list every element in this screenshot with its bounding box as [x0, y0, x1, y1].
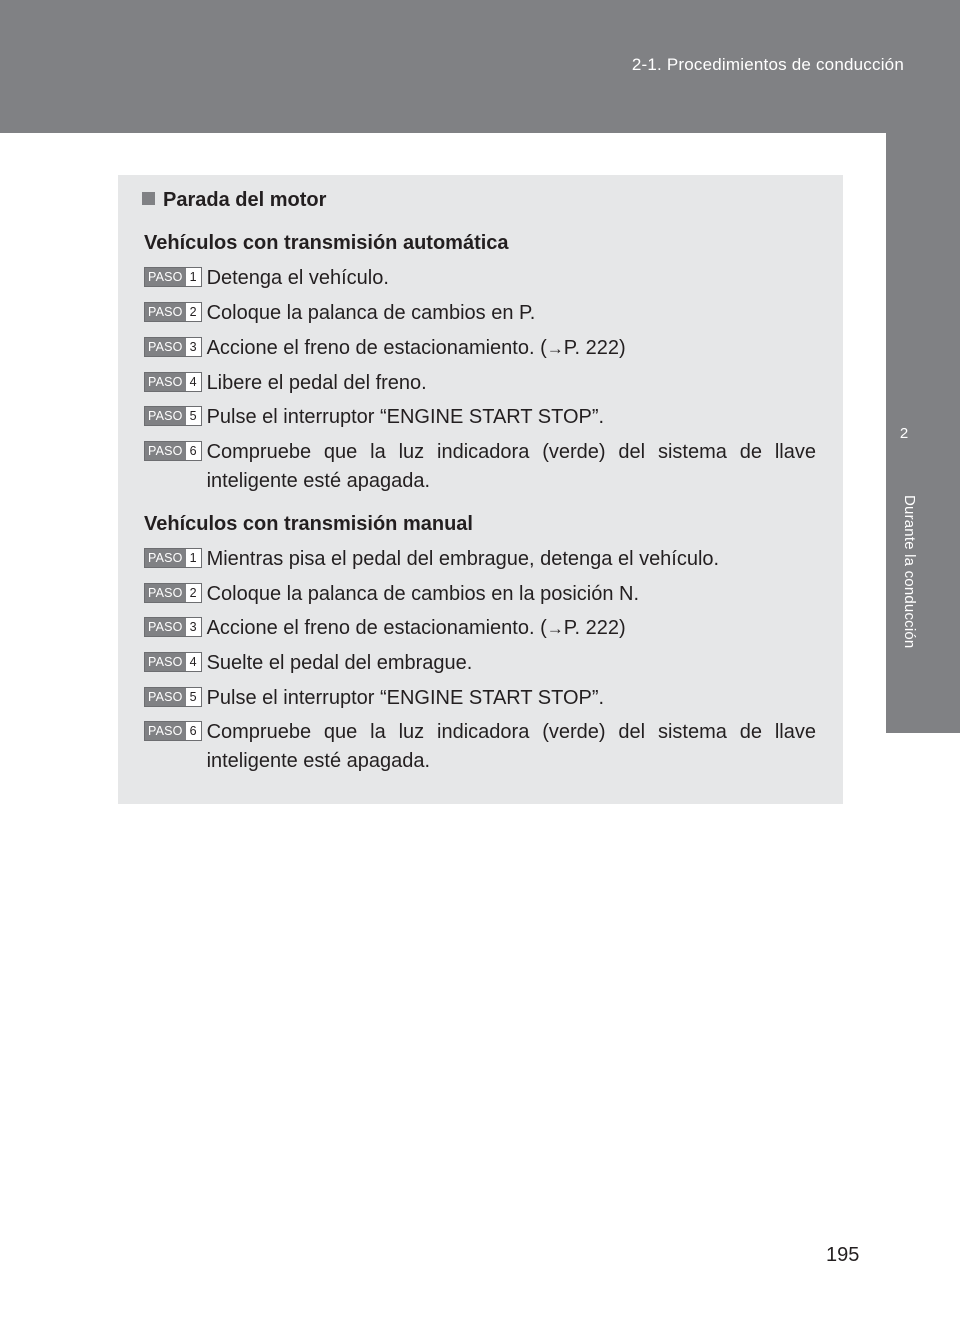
step-badge-number: 2: [189, 586, 197, 600]
step-text-before: Accione el freno de estacionamiento. (: [206, 337, 547, 359]
step-badge-word: PASO: [145, 549, 186, 567]
step-item: [144, 684, 816, 713]
step-text: Libere el pedal del freno.: [206, 372, 427, 394]
step-badge-number: 6: [189, 444, 197, 458]
info-box: [118, 175, 843, 804]
step-badge-number: 5: [189, 690, 197, 704]
step-item: [144, 264, 816, 293]
step-text: [207, 334, 816, 363]
step-badge-number: 1: [189, 270, 197, 284]
step-badge: [144, 721, 202, 741]
page-reference-link[interactable]: P. 222): [563, 337, 626, 359]
arrow-right-icon: →: [546, 339, 564, 358]
step-badge: [144, 302, 202, 322]
step-badge-word: PASO: [145, 303, 186, 321]
step-text: Pulse el interruptor “ENGINE START STOP”.: [206, 406, 605, 428]
step-badge: [144, 406, 202, 426]
step-text: Mientras pisa el pedal del embrague, detenga el vehículo.: [206, 548, 720, 570]
step-badge-word: PASO: [145, 688, 186, 706]
step-item: [144, 369, 816, 398]
box-heading-text: Parada del motor: [163, 189, 327, 211]
step-text: Detenga el vehículo.: [206, 267, 389, 289]
box-heading: [142, 189, 326, 212]
header-band: [0, 0, 960, 133]
step-text: Compruebe que la luz indicadora (verde) del sistema de llave inteligente esté apagada.: [206, 441, 816, 492]
chapter-label: Durante la conducción: [901, 495, 918, 649]
group-title-manual: Vehículos con transmisión manual: [144, 513, 473, 535]
step-badge: [144, 337, 202, 357]
step-item: [144, 403, 816, 432]
chapter-tab: [886, 133, 960, 733]
step-item: [144, 545, 816, 574]
step-badge-word: PASO: [145, 338, 186, 356]
chapter-number: 2: [899, 425, 909, 442]
step-badge-number: 3: [189, 620, 197, 634]
step-badge: [144, 617, 202, 637]
step-badge: [144, 372, 202, 392]
page-number: 195: [826, 1244, 860, 1266]
step-badge-number: 2: [189, 305, 197, 319]
step-item: [144, 334, 816, 363]
step-badge-word: PASO: [145, 584, 186, 602]
step-badge-word: PASO: [145, 653, 186, 671]
step-badge-number: 1: [189, 551, 197, 565]
step-badge: [144, 441, 202, 461]
arrow-right-icon: →: [546, 619, 564, 638]
step-badge-number: 5: [189, 409, 197, 423]
step-text: Compruebe que la luz indicadora (verde) del sistema de llave inteligente esté apagada.: [206, 721, 816, 772]
page-reference-link[interactable]: P. 222): [563, 617, 626, 639]
step-item: [144, 580, 816, 609]
step-text: Coloque la palanca de cambios en la posición N.: [206, 583, 640, 605]
step-badge: [144, 267, 202, 287]
step-badge-word: PASO: [145, 373, 186, 391]
step-badge-word: PASO: [145, 618, 186, 636]
step-badge: [144, 652, 202, 672]
step-badge-number: 6: [189, 724, 197, 738]
step-item: [144, 718, 816, 776]
step-badge-word: PASO: [145, 442, 186, 460]
step-item: [144, 614, 816, 643]
step-badge-number: 3: [189, 340, 197, 354]
step-item: [144, 299, 816, 328]
step-item: [144, 649, 816, 678]
step-text: Coloque la palanca de cambios en P.: [206, 302, 536, 324]
step-badge-number: 4: [189, 655, 197, 669]
group-title-automatic: Vehículos con transmisión automática: [144, 232, 509, 254]
step-badge: [144, 548, 202, 568]
step-badge-word: PASO: [145, 407, 186, 425]
step-item: [144, 438, 816, 496]
step-text-before: Accione el freno de estacionamiento. (: [206, 617, 547, 639]
step-text: [207, 614, 816, 643]
step-badge: [144, 687, 202, 707]
step-text: Pulse el interruptor “ENGINE START STOP”.: [206, 687, 605, 709]
step-badge: [144, 583, 202, 603]
step-text: Suelte el pedal del embrague.: [206, 652, 473, 674]
step-badge-word: PASO: [145, 722, 186, 740]
step-badge-number: 4: [189, 375, 197, 389]
square-bullet-icon: [142, 192, 155, 205]
step-badge-word: PASO: [145, 268, 186, 286]
section-title: 2-1. Procedimientos de conducción: [631, 55, 904, 74]
